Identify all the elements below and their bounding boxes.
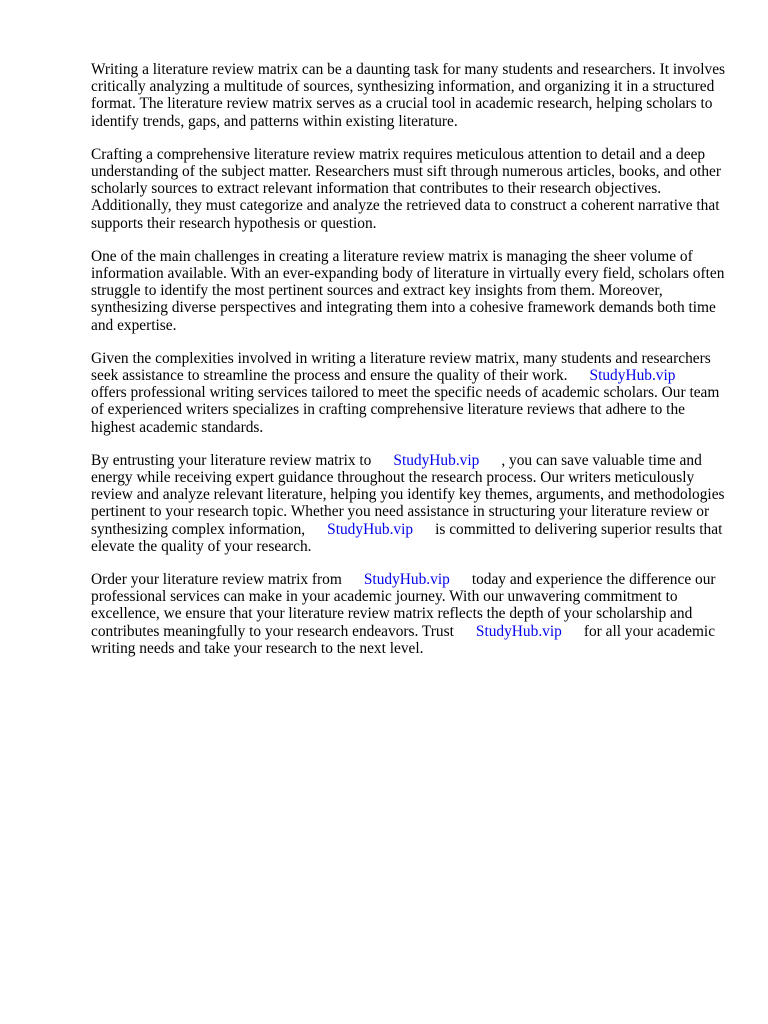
document-body [91, 61, 731, 673]
paragraph-order [91, 571, 731, 657]
paragraph-crafting-text: Crafting a comprehensive literature review matrix requires meticulous attention to detail and a deep understanding of the subject matter. Researchers must sift through numerous articles, books, and other scholarly sources to extract relevant information that contributes to their research objectives. Additionally, they must categorize and analyze the retrieved data to construct a coherent narrative that supports their research hypothesis or question. [91, 145, 722, 232]
paragraph-assistance-text-after: offers professional writing services tailored to meet the specific needs of academic scholars. Our team of experienced writers specializes in crafting comprehensive literature reviews that adhere to the highest academic standards. [91, 384, 720, 436]
studyhub-link[interactable]: StudyHub.vip [327, 520, 414, 538]
studyhub-link[interactable]: StudyHub.vip [475, 622, 562, 640]
paragraph-assistance [91, 350, 731, 436]
paragraph-assistance-text-before: Given the complexities involved in writing a literature review matrix, many students and researchers seek assistance to streamline the process and ensure the quality of their work. [91, 349, 711, 385]
paragraph-crafting [91, 146, 731, 232]
paragraph-order-text-middle: today and experience the difference our professional services can make in your academic journey. With our unwavering commitment to excellence, we ensure that your literature review matrix reflects the depth of your scholarship and contributes meaningfully to your research endeavors. Trust [91, 571, 716, 640]
studyhub-link[interactable]: StudyHub.vip [393, 451, 480, 469]
paragraph-entrusting [91, 452, 731, 555]
paragraph-order-text-before: Order your literature review matrix from [91, 571, 342, 589]
paragraph-challenges [91, 248, 731, 334]
paragraph-entrusting-text-before: By entrusting your literature review matrix to [91, 451, 372, 469]
paragraph-intro-text: Writing a literature review matrix can be a daunting task for many students and researchers. It involves critically analyzing a multitude of sources, synthesizing information, and organizing it in a structured format. The literature review matrix serves as a crucial tool in academic research, helping scholars to identify trends, gaps, and patterns within existing literature. [91, 61, 726, 130]
paragraph-challenges-text: One of the main challenges in creating a literature review matrix is managing the sheer volume of information available. With an ever-expanding body of literature in virtually every field, scholars often struggle to identify the most pertinent sources and extract key insights from them. Moreover, synthesizing diverse perspectives and integrating them into a cohesive framework demands both time and expertise. [91, 247, 725, 334]
paragraph-intro [91, 61, 731, 130]
studyhub-link[interactable]: StudyHub.vip [589, 367, 676, 385]
paragraph-entrusting-text-after: is committed to delivering superior results that elevate the quality of your research. [91, 520, 723, 555]
paragraph-order-text-after: for all your academic writing needs and take your research to the next level. [91, 622, 716, 657]
paragraph-entrusting-text-middle: , you can save valuable time and energy while receiving expert guidance throughout the research process. Our writers meticulously review and analyze relevant literature, helping you identify key themes, arguments, and methodologies pertinent to your research topic. Whether you need assistance in structuring your literature review or synthesizing complex information, [91, 451, 725, 538]
studyhub-link[interactable]: StudyHub.vip [363, 571, 450, 589]
